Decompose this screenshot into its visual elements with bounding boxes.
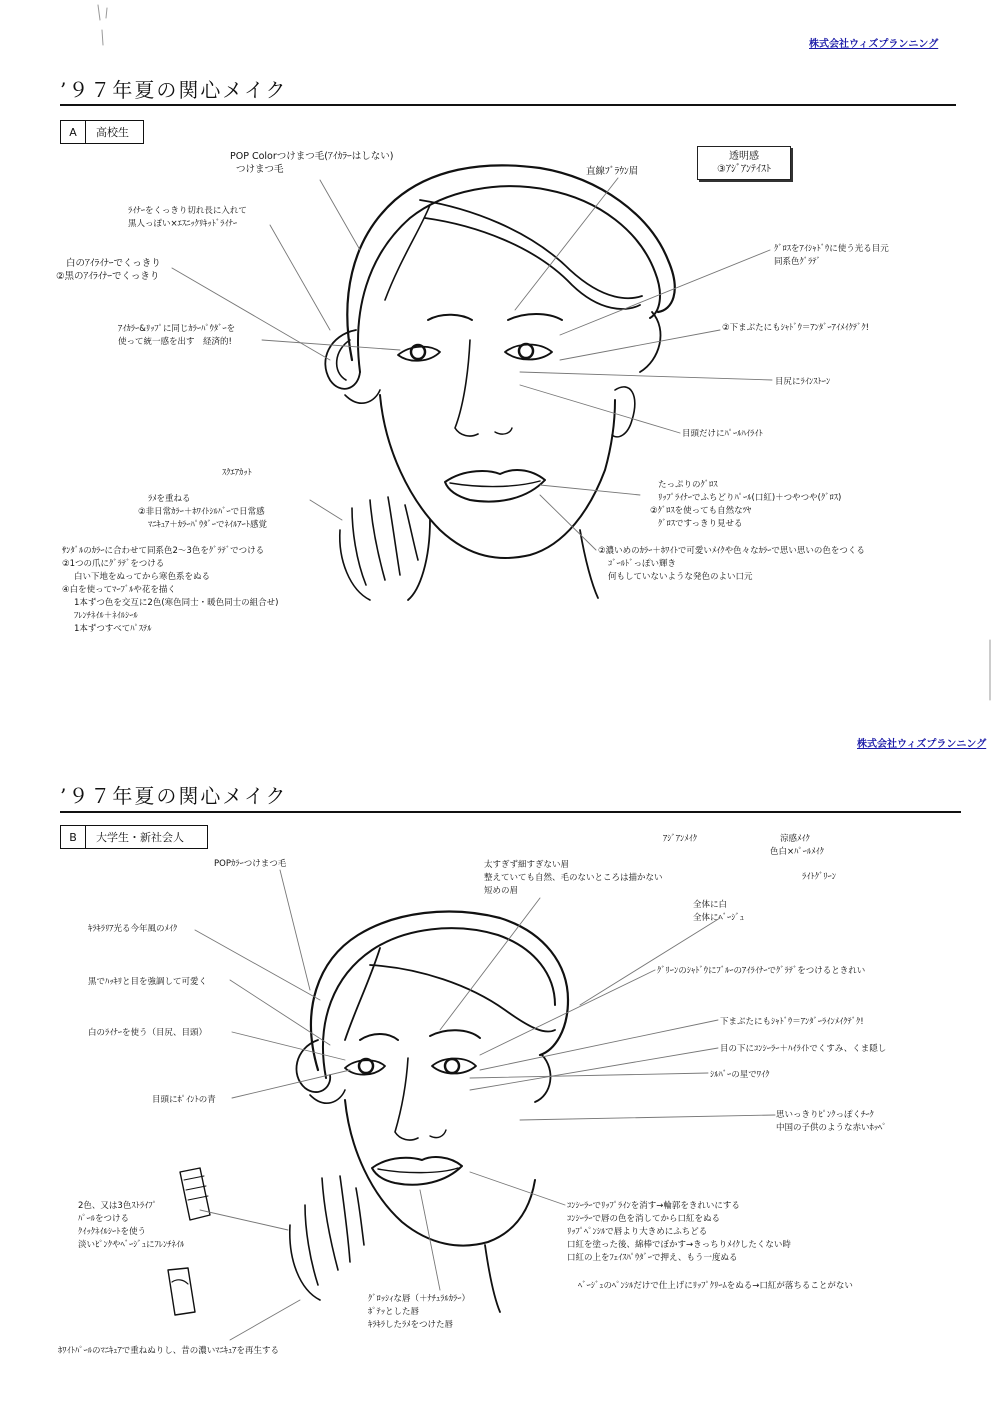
note-b-blue: 目頭にﾎﾟｲﾝﾄの青 [152,1095,216,1105]
note-b-brow: 太すぎず細すぎない眉 整えていても自然、毛のないところは描かない 短めの眉 [484,860,663,896]
note-gloss-eye: ｸﾞﾛｽをｱｲｼｬﾄﾞｳに使う光る目元 同系色ｸﾞﾗﾃﾞ [774,244,889,267]
note-b-under-line: 下まぶたにもｼｬﾄﾞｳ＝ｱﾝﾀﾞｰﾗｲﾝﾒｲｸﾃﾞｸ! [720,1017,864,1027]
note-unity: ｱｲｶﾗｰ&ﾘｯﾌﾟに同じｶﾗｰﾊﾟｳﾀﾞｰを 使って統一感を出す 経済的! [118,324,236,347]
company-link-2[interactable]: 株式会社ウィズプランニング [857,739,987,750]
note-liner: ﾗｲﾅｰをくっきり切れ長に入れて 黒人っぽい×ｴｽﾆｯｸﾘｷｯﾄﾞﾗｲﾅｰ [128,206,247,229]
concept-box: 透明感 ③ｱｼﾞｱﾝﾃｲｽﾄ [697,146,791,180]
note-b-black: 黒でﾊｯｷﾘと目を強調して可愛く [88,977,208,987]
face-b-drawing [168,912,568,1315]
note-b-white-liner: 白のﾗｲﾅｰを使う（目尻、目頭） [88,1028,208,1038]
face-a-drawing [325,165,674,600]
category-letter-2: B [61,826,86,848]
note-lips-2: ②濃いめのｶﾗｰ＋ﾎﾜｲﾄで可愛いﾒｲｸや色々なｶﾗｰで思い思いの色をつくる ｺﾞｰﾙﾄﾞっぽい輝き 何もしていないような発色のよい口元 [598,546,865,582]
page-title-2: ’９７年夏の関心メイク [60,784,288,808]
note-b-concealer: 目の下にｺﾝｼｰﾗｰ＋ﾊｲﾗｲﾄでくすみ、くま隠し [720,1044,887,1054]
note-lashes: POP Colorつけまつ毛(ｱｲｶﾗｰはしない) つけまつ毛 [230,151,394,175]
note-b-lipline: ｺﾝｼｰﾗｰでﾘｯﾌﾟﾗｲﾝを消す→輪郭をきれいにする ｺﾝｼｰﾗｰで唇の色を消してから口紅をぬる ﾘｯﾌﾟﾍﾟﾝｼﾙで唇より大きめにふちどる 口紅を塗った後、綿棒でぼかす→きっちりﾒｲｸしたくない時 口紅の上をﾌｪｲｽﾊﾟｳﾀﾞｰで押え、もう一度ぬる [567,1201,791,1263]
leader-lines-a [172,178,772,550]
note-b-green-shadow: ｸﾞﾘｰﾝのｼｬﾄﾞｳにﾌﾞﾙｰのｱｲﾗｲﾅｰでｸﾞﾗﾃﾞをつけるときれい [657,966,866,976]
note-b-whole: 全体に白 全体にﾍﾞｰｼﾞｭ [693,900,745,923]
note-b-lashes: POPｶﾗｰつけまつ毛 [214,859,287,869]
page-title: ’９７年夏の関心メイク [60,78,288,102]
note-white-liner: 白のｱｲﾗｲﾅｰでくっきり ②黒のｱｲﾗｲﾅｰでくっきり [56,258,161,282]
note-nails-2: ｻﾝﾀﾞﾙのｶﾗｰに合わせて同系色2〜3色をｸﾞﾗﾃﾞでつける ②1つの爪にｸﾞﾗﾃﾞをつける 白い下地をぬってから寒色系をぬる ④白を使ってﾏｰﾌﾞﾙや花を描く 1本ずつ色を交互に2色(寒色同士・暖色同士の組合せ) ﾌﾚﾝﾁﾈｲﾙ＋ﾈｲﾙｼｰﾙ 1本ずつすべてﾊﾟｽﾃﾙ [62,546,279,634]
note-b-cheek: 思いっきりﾋﾟﾝｸっぽくﾁｰｸ 中国の子供のような赤いﾎｯﾍﾟ [776,1110,887,1133]
note-nails-1: ﾗﾒを重ねる ②非日常ｶﾗｰ＋ﾎﾜｲﾄｼﾙﾊﾞｰで日常感 ﾏﾆｷｭｱ＋ｶﾗｰﾊﾟｳﾀﾞｰでﾈｲﾙｱｰﾄ感覚 [138,494,268,530]
category-letter: A [61,121,86,143]
note-under-eye: ②下まぶたにもｼｬﾄﾞｳ＝ｱﾝﾀﾞｰｱｲﾒｲｸﾃﾞｸ! [722,323,870,333]
note-b-glossy: ｸﾞﾛｯｼｨな唇（＋ﾅﾁｭﾗﾙｶﾗｰ） ﾎﾟﾃｯとした唇 ｷﾗｷﾗしたﾗﾒをつけた唇 [368,1294,471,1330]
note-square-cut: ｽｸｴｱｶｯﾄ [222,468,252,478]
note-b-nails: 2色、又は3色ｽﾄﾗｲﾌﾟ ﾊﾟｰﾙをつける ｸｲｯｸﾈｲﾙｼｰﾄを使う 淡いﾋﾟﾝｸやﾍﾞｰｼﾞｭにﾌﾚﾝﾁﾈｲﾙ [78,1201,185,1250]
note-b-light-green: ﾗｲﾄｸﾞﾘｰﾝ [802,872,837,882]
scan-marks [98,5,990,700]
note-rhinestone: 目尻にﾗｲﾝｽﾄｰﾝ [775,377,831,387]
leader-lines-b [195,870,775,1340]
company-link[interactable]: 株式会社ウィズプランニング [809,39,939,50]
note-b-beige-pencil: ﾍﾞｰｼﾞｭのﾍﾟﾝｼﾙだけで仕上げにﾘｯﾌﾟｸﾘｰﾑをぬる→口紅が落ちることがない [578,1281,853,1291]
note-b-white-pearl: ﾎﾜｲﾄﾊﾟｰﾙのﾏﾆｷｭｱで重ねぬりし、昔の濃いﾏﾆｷｭｱを再生する [58,1346,280,1356]
note-b-asian: ｱｼﾞｱﾝﾒｲｸ [663,834,698,844]
category-name: 高校生 [96,126,129,139]
note-b-silver: ｼﾙﾊﾞｰの星でﾜｲｸ [710,1070,770,1080]
note-lips: たっぷりのｸﾞﾛｽ ﾘｯﾌﾟﾗｲﾅｰでふちどりﾊﾟｰﾙ(口紅)＋つやつや(ｸﾞﾛｽ) ②ｸﾞﾛｽを使っても自然なﾂﾔ ｸﾞﾛｽですっきり見せる [650,480,842,529]
note-b-cool: 涼感ﾒｲｸ 色白×ﾊﾟｰﾙﾒｲｸ [770,834,824,857]
note-brow: 直線ﾌﾞﾗｳﾝ眉 [586,166,639,177]
note-pearl: 目頭だけにﾊﾟｰﾙﾊｲﾗｲﾄ [682,429,763,439]
note-b-kirakira: ｷﾗｷﾗﾘｱ光る今年風のﾒｲｸ [88,924,178,934]
category-name-2: 大学生・新社会人 [96,831,184,844]
